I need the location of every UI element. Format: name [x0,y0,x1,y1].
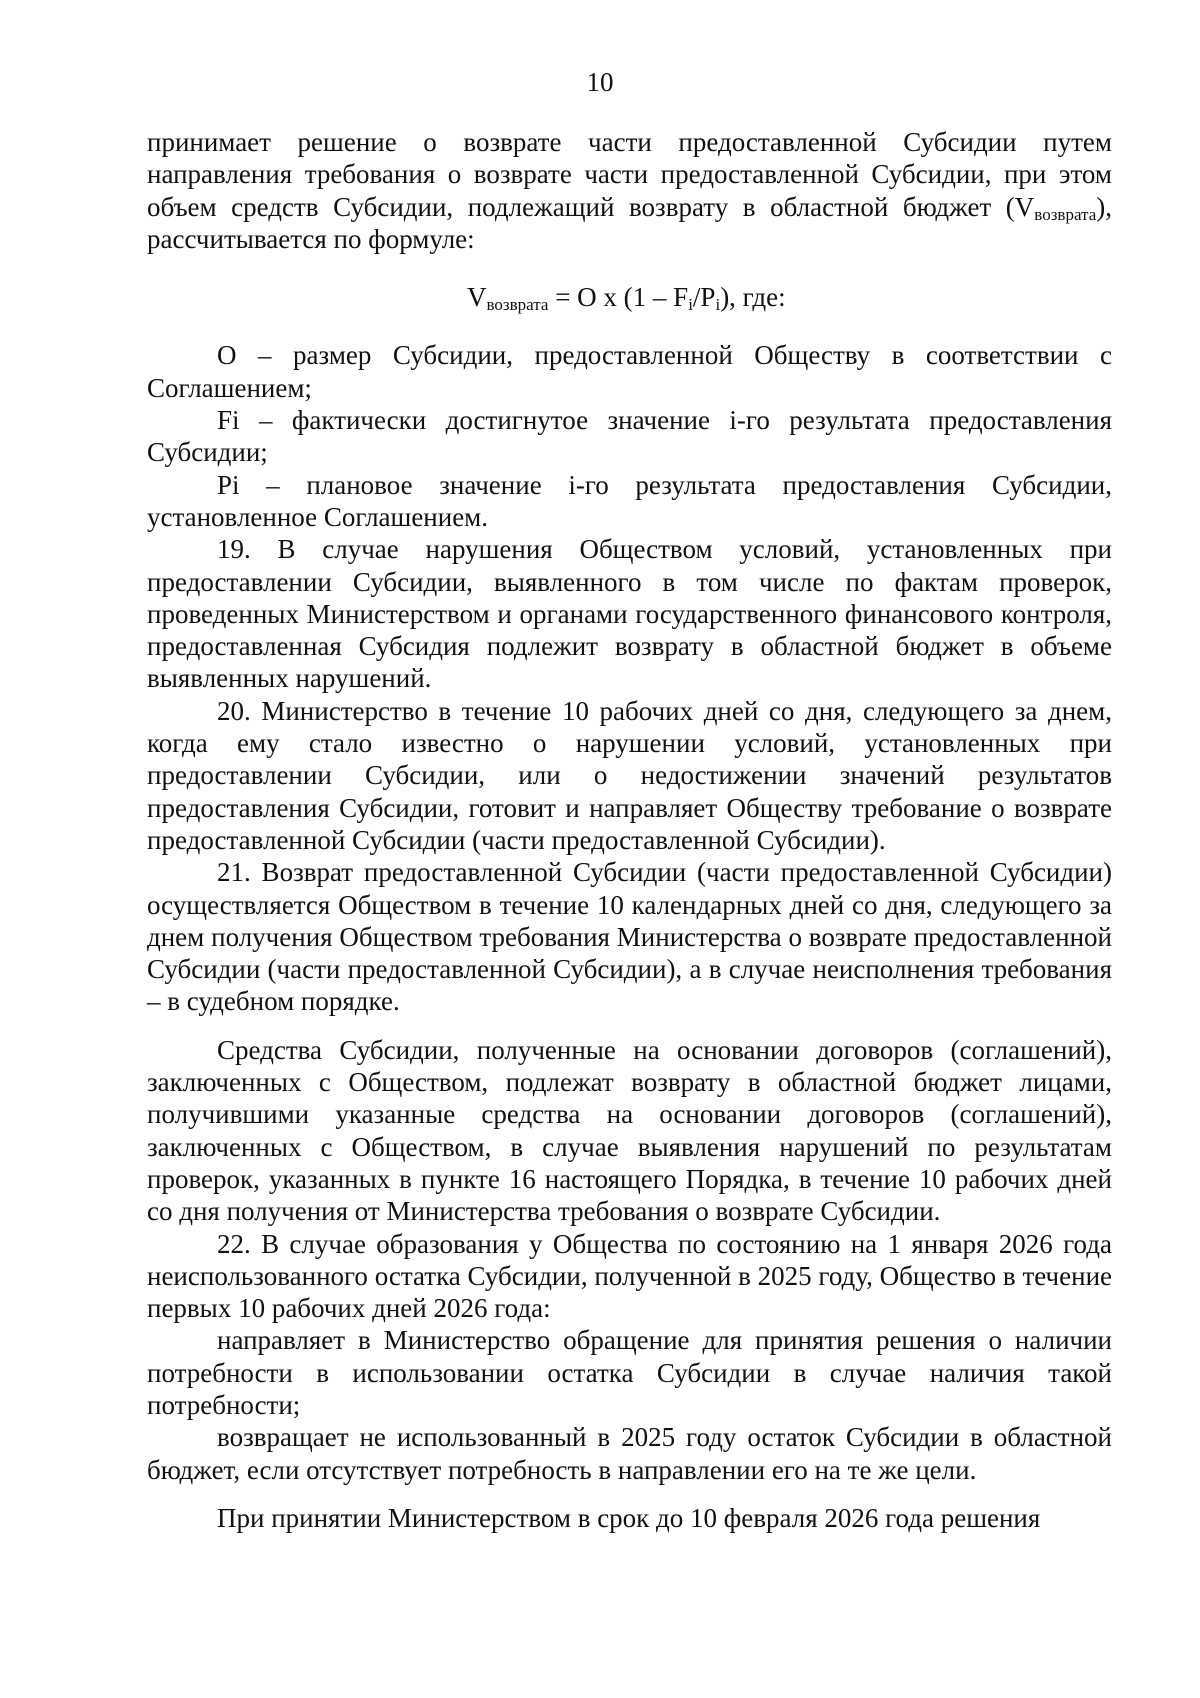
formula-v-subscript: возврата [486,295,549,315]
formula-f-subscript: i [688,295,693,315]
intro-text-start: принимает решение о возврате части предоставленной Субсидии путем направления требования о возврате части предоставленной Субсидии, при этом объем средств Субсидии, подлежащий возврату в областной бюджет (V [147,127,1112,222]
paragraph-22-item-1: направляет в Министерство обращение для принятия решения о наличии потребности в использовании остатка Субсидии в случае наличия такой потребности; [147,1325,1112,1420]
paragraph-fi-definition: Fi – фактически достигнутое значение i-го результата предоставления Субсидии; [147,405,1112,468]
paragraph-subsidy-funds: Средства Субсидии, полученные на основании договоров (соглашений), заключенных с Обществом, подлежат возврату в областной бюджет лицами, получившими указанные средства на основании договоров (соглашений), заключенных с Обществом, в случае выявления нарушений по результатам проверок, указанных в пункте 16 настоящего Порядка, в течение 10 рабочих дней со дня получения от Министерства требования о возврате Субсидии. [147,1034,1112,1227]
formula-middle: = O x (1 – F [548,282,689,313]
paragraph-o-definition: O – размер Субсидии, предоставленной Обществу в соответствии с Соглашением; [147,340,1112,403]
page-number: 10 [586,67,614,97]
intro-subscript: возврата [1034,204,1097,224]
paragraph-pi-definition: Pi – плановое значение i-го результата предоставления Субсидии, установленное Соглашением. [147,469,1112,532]
intro-text-end: ), рассчитывается по формуле: [147,191,1112,254]
paragraph-19: 19. В случае нарушения Обществом условий, установленных при предоставлении Субсидии, выявленного в том числе по фактам проверок, проведенных Министерством и органами государственного финансового контроля, предоставленная Субсидия подлежит возврату в областной бюджет в объеме выявленных нарушений. [147,534,1112,694]
paragraph-20: 20. Министерство в течение 10 рабочих дней со дня, следующего за днем, когда ему стало известно о нарушении условий, установленных при предоставлении Субсидии, или о недостижении значений результатов предоставления Субсидии, готовит и направляет Обществу требование о возврате предоставленной Субсидии (части предоставленной Субсидии). [147,695,1112,855]
paragraph-22-item-2: возвращает не использованный в 2025 году остаток Субсидии в областной бюджет, если отсутствует потребность в направлении его на те же цели. [147,1422,1112,1485]
formula-tail: ), где: [720,282,786,313]
paragraph-decision: При принятии Министерством в срок до 10 февраля 2026 года решения [217,1502,1041,1533]
paragraph-21: 21. Возврат предоставленной Субсидии (части предоставленной Субсидии) осуществляется Обществом в течение 10 календарных дней со дня, следующего за днем получения Обществом требования Министерства о возврате предоставленной Субсидии (части предоставленной Субсидии), а в случае неисполнения требования – в судебном порядке. [147,857,1112,1017]
formula-v: V [467,282,487,313]
formula-slash: /P [692,282,716,313]
paragraph-22: 22. В случае образования у Общества по состоянию на 1 января 2026 года неиспользованного остатка Субсидии, полученной в 2025 году, Общество в течение первых 10 рабочих дней 2026 года: [147,1228,1112,1324]
document-body [147,126,1112,1534]
paragraph-intro [147,126,1112,255]
return-formula [147,281,1112,313]
formula-p-subscript: i [715,295,721,315]
